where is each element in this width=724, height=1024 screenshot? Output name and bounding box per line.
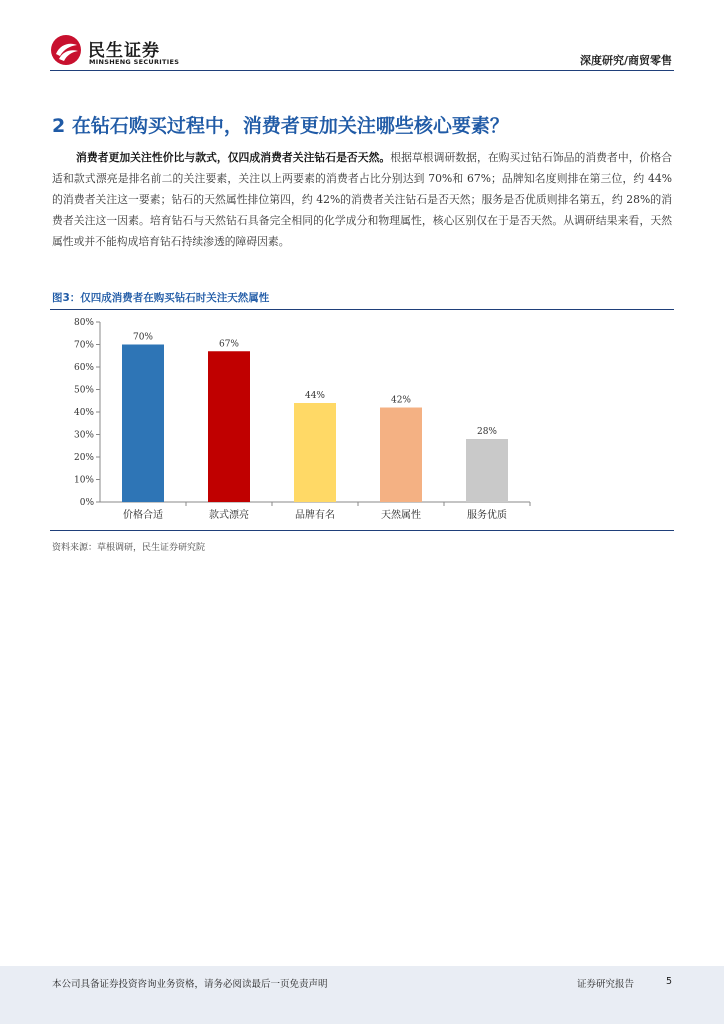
- bar-2: [208, 351, 250, 502]
- data-label: 67%: [218, 339, 240, 350]
- footer-report-type: 证券研究报告: [576, 979, 634, 990]
- data-label: 44%: [304, 391, 326, 401]
- header-divider: [50, 70, 674, 71]
- y-tick-label: 40%: [73, 408, 94, 418]
- report-category: 深度研究/商贸零售: [579, 54, 672, 67]
- data-label: 42%: [390, 395, 412, 406]
- section-title: 2 在钻石购买过程中，消费者更加关注哪些核心要素？: [52, 115, 509, 137]
- y-tick-label: 0%: [79, 498, 94, 508]
- body-paragraph: [52, 147, 672, 252]
- bar-4: [380, 408, 422, 503]
- page-number: 5: [665, 976, 672, 987]
- logo-text-cn: 民生证券: [88, 41, 160, 61]
- paragraph-lead: 消费者更加关注性价比与款式，仅四成消费者关注钻石是否天然。: [76, 151, 391, 164]
- x-tick-label: 品牌有名: [295, 510, 335, 521]
- x-tick-label: 价格合适: [123, 510, 163, 521]
- footer-disclaimer: 本公司具备证券投资咨询业务资格，请务必阅读最后一页免责声明: [52, 979, 328, 990]
- minsheng-logo-icon: [50, 34, 82, 66]
- logo-text-en: MINSHENG SECURITIES: [89, 58, 180, 66]
- data-label: 70%: [132, 332, 154, 343]
- x-tick-label: 服务优质: [467, 510, 507, 521]
- x-tick-label: 天然属性: [381, 510, 421, 521]
- y-tick-label: 10%: [73, 475, 94, 486]
- y-tick-label: 20%: [73, 453, 94, 463]
- bar-1: [122, 345, 164, 503]
- figure-bottom-divider: [50, 530, 674, 531]
- y-tick-label: 30%: [73, 430, 94, 441]
- bar-5: [466, 439, 508, 502]
- data-label: 28%: [476, 427, 498, 437]
- y-tick-label: 80%: [73, 318, 94, 328]
- y-tick-label: 60%: [73, 363, 94, 373]
- footer-bar: [0, 966, 724, 1024]
- paragraph-body: 根据草根调研数据，在购买过钻石饰品的消费者中，价格合适和款式漂亮是排名前二的关注要素，关注以上两要素的消费者占比分别达到 70%和 67%；品牌知名度则排在第三位，约 44%的消费者关注这一要素；钻石的天然属性排位第四，约 42%的消费者关注钻石是否天然；服务是否优质则排名第五，约 28%的消费者关注这一因素。培育钻石与天然钻石具备完全相同的化学成分和物理属性，核心区别仅在于是否天然。从调研结果来看，天然属性或并不能构成培育钻石持续渗透的障碍因素。: [52, 151, 673, 248]
- x-tick-label: 款式漂亮: [209, 510, 249, 521]
- y-tick-label: 70%: [73, 340, 94, 351]
- bar-3: [294, 403, 336, 502]
- figure-top-divider: [50, 309, 674, 310]
- figure-source: 资料来源：草根调研，民生证券研究院: [52, 543, 206, 553]
- bar-chart: [60, 312, 540, 527]
- company-logo: [50, 34, 190, 70]
- y-tick-label: 50%: [73, 385, 94, 396]
- figure-title: 图3：仅四成消费者在购买钻石时关注天然属性: [52, 292, 270, 304]
